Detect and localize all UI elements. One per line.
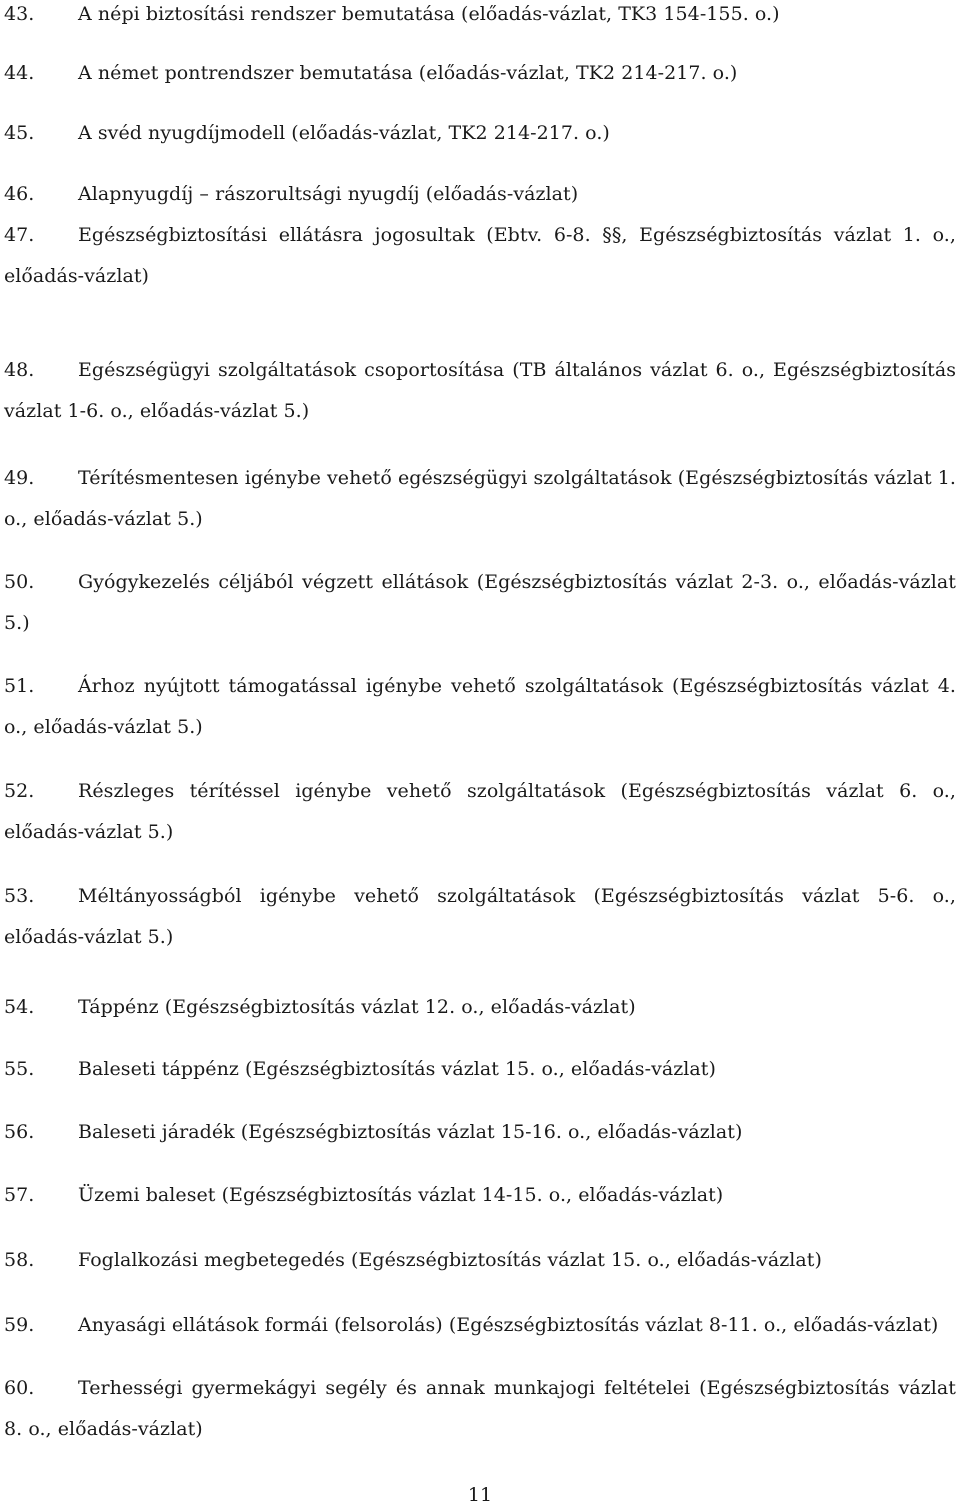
item-text: A svéd nyugdíjmodell (előadás-vázlat, TK2 214-217. o.) [78,122,610,144]
item-number: 50. [4,571,35,593]
item-number: 46. [4,183,35,205]
item-number: 58. [4,1249,35,1271]
list-item [4,1049,956,1090]
list-item [4,215,956,297]
item-text: A német pontrendszer bemutatása (előadás-vázlat, TK2 214-217. o.) [78,62,738,84]
item-text: Alapnyugdíj – rászorultsági nyugdíj (előadás-vázlat) [78,183,579,205]
item-text: Egészségügyi szolgáltatások csoportosítása (TB általános vázlat 6. o., Egészségbiztosítás vázlat 1-6. o., előadás-vázlat 5.) [4,359,956,422]
list-item [4,458,956,540]
item-number: 51. [4,675,35,697]
list-item [4,350,956,432]
item-text: Méltányosságból igénybe vehető szolgáltatások (Egészségbiztosítás vázlat 5-6. o., előadás-vázlat 5.) [4,885,956,948]
item-number: 54. [4,996,35,1018]
list-item [4,562,956,644]
item-text: Foglalkozási megbetegedés (Egészségbiztosítás vázlat 15. o., előadás-vázlat) [78,1249,822,1271]
item-number: 48. [4,359,35,381]
list-item [4,53,956,94]
item-number: 53. [4,885,35,907]
item-number: 55. [4,1058,35,1080]
item-number: 60. [4,1377,35,1399]
list-item [4,1305,956,1346]
item-number: 44. [4,62,35,84]
list-item [4,666,956,748]
list-item [4,1240,956,1281]
list-item [4,1112,956,1153]
list-item [4,174,956,215]
item-text: Anyasági ellátások formái (felsorolás) (Egészségbiztosítás vázlat 8-11. o., előadás-vázlat) [78,1314,939,1336]
item-number: 59. [4,1314,35,1336]
item-text: Üzemi baleset (Egészségbiztosítás vázlat 14-15. o., előadás-vázlat) [78,1184,724,1206]
list-item [4,876,956,958]
list-item [4,0,956,35]
item-text: Egészségbiztosítási ellátásra jogosultak (Ebtv. 6-8. §§, Egészségbiztosítás vázlat 1. o., előadás-vázlat) [4,224,956,287]
item-text: A népi biztosítási rendszer bemutatása (előadás-vázlat, TK3 154-155. o.) [78,3,780,25]
item-text: Részleges térítéssel igénybe vehető szolgáltatások (Egészségbiztosítás vázlat 6. o., előadás-vázlat 5.) [4,780,956,843]
list-item [4,987,956,1028]
page-number: 11 [467,1484,493,1506]
item-text: Gyógykezelés céljából végzett ellátások (Egészségbiztosítás vázlat 2-3. o., előadás-vázlat 5.) [4,571,956,634]
list-item [4,771,956,853]
item-number: 49. [4,467,35,489]
item-text: Térítésmentesen igénybe vehető egészségügyi szolgáltatások (Egészségbiztosítás vázlat 1. o., előadás-vázlat 5.) [4,467,956,530]
item-number: 57. [4,1184,35,1206]
item-text: Baleseti táppénz (Egészségbiztosítás vázlat 15. o., előadás-vázlat) [78,1058,716,1080]
item-number: 43. [4,3,35,25]
item-text: Táppénz (Egészségbiztosítás vázlat 12. o., előadás-vázlat) [78,996,636,1018]
item-text: Árhoz nyújtott támogatással igénybe vehető szolgáltatások (Egészségbiztosítás vázlat 4. o., előadás-vázlat 5.) [4,675,956,738]
item-number: 47. [4,224,35,246]
item-text: Terhességi gyermekágyi segély és annak munkajogi feltételei (Egészségbiztosítás vázlat 8. o., előadás-vázlat) [4,1377,956,1440]
list-item [4,113,956,154]
item-number: 52. [4,780,35,802]
item-number: 56. [4,1121,35,1143]
item-text: Baleseti járadék (Egészségbiztosítás vázlat 15-16. o., előadás-vázlat) [78,1121,743,1143]
list-item [4,1175,956,1216]
item-number: 45. [4,122,35,144]
list-item [4,1368,956,1450]
